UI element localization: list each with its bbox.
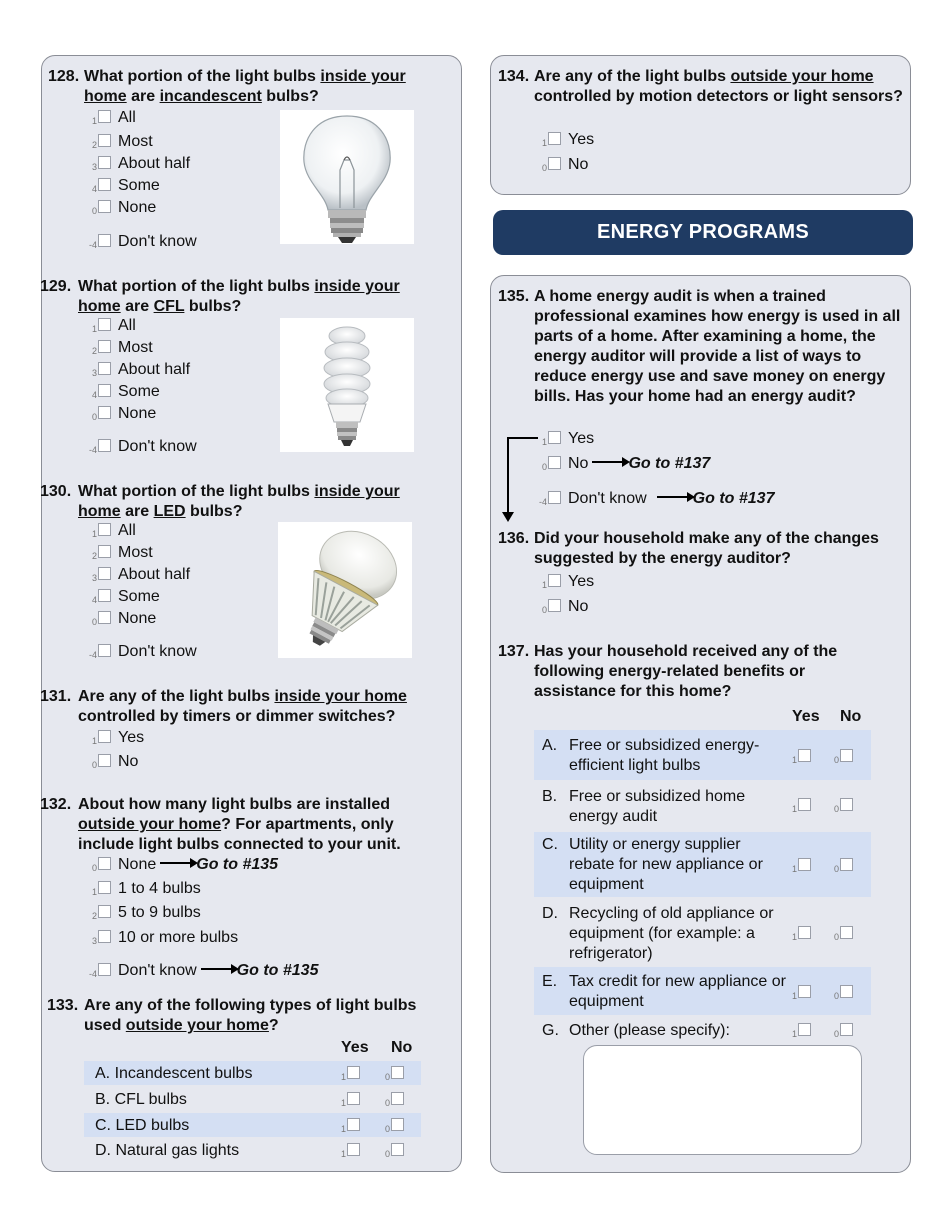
q137-d-no[interactable]: 0 [834,924,853,947]
q128-option-about-half[interactable]: 3 About half [91,155,191,172]
other-specify-textarea[interactable] [583,1045,862,1155]
question-number: 129. [40,278,72,295]
q137-d-yes[interactable]: 1 [792,924,811,947]
question-137 [498,642,878,702]
question-129 [40,277,440,317]
checkbox[interactable] [98,234,111,247]
incandescent-bulb-image [280,110,414,244]
q134-option-no[interactable]: 0 No [541,156,589,173]
q132-option-none[interactable]: 0 None Go to #135 [91,856,279,873]
checkbox[interactable] [840,798,853,811]
down-arrow-icon [502,512,514,522]
q133-row-d: D. Natural gas lights 1 0 [84,1138,421,1162]
question-128 [48,67,448,107]
q133-row-c: C. LED bulbs 1 0 [84,1113,421,1137]
checkbox[interactable] [98,905,111,918]
q130-option-most[interactable]: 2 Most [91,544,153,561]
question-text: What portion of the light bulbs inside your home are LED bulbs? [78,483,400,520]
checkbox[interactable] [548,132,561,145]
q137-row-g: G. Other (please specify): 1 0 [534,1019,871,1043]
skip-arrow-icon [201,968,233,970]
q133-yes-header: Yes [341,1039,369,1056]
q137-row-e: E. Tax credit for new appliance or equipment 1 0 [534,967,871,1015]
checkbox[interactable] [98,340,111,353]
q132-option-1-to-4[interactable]: 1 1 to 4 bulbs [91,880,201,897]
checkbox[interactable] [840,985,853,998]
q133-c-yes[interactable]: 1 [341,1116,360,1139]
question-number: 128. [48,68,80,85]
skip-arrow-icon [160,862,192,864]
q137-g-no[interactable]: 0 [834,1021,853,1044]
checkbox[interactable] [98,644,111,657]
question-130 [40,482,440,522]
question-132 [40,795,430,855]
q129-option-none[interactable]: 0 None [91,405,157,422]
q137-e-yes[interactable]: 1 [792,983,811,1006]
checkbox[interactable] [98,439,111,452]
q133-c-no[interactable]: 0 [385,1116,404,1139]
checkbox[interactable] [840,749,853,762]
checkbox[interactable] [98,200,111,213]
q137-row-c: C. Utility or energy supplier rebate for new appliance or equipment 1 0 [534,832,871,897]
checkbox[interactable] [98,156,111,169]
checkbox[interactable] [347,1118,360,1131]
checkbox[interactable] [548,431,561,444]
checkbox[interactable] [391,1092,404,1105]
q130-option-about-half[interactable]: 3 About half [91,566,191,583]
checkbox[interactable] [798,858,811,871]
q136-option-yes[interactable]: 1 Yes [541,573,595,590]
question-135 [498,287,906,407]
q133-d-no[interactable]: 0 [385,1141,404,1164]
checkbox[interactable] [840,926,853,939]
checkbox[interactable] [98,881,111,894]
q137-c-no[interactable]: 0 [834,856,853,879]
q137-b-no[interactable]: 0 [834,796,853,819]
question-number: 134. [498,68,530,85]
q132-option-10-or-more[interactable]: 3 10 or more bulbs [91,929,239,946]
checkbox[interactable] [98,110,111,123]
question-text: What portion of the light bulbs inside your home are incandescent bulbs? [84,68,406,105]
section-banner: ENERGY PROGRAMS [493,210,913,255]
q129-option-all[interactable]: 1 All [91,317,136,334]
question-text: Did your household make any of the changes suggested by the energy auditor? [534,530,879,567]
question-text: A home energy audit is when a trained professional examines how energy is used in all parts of a home. After examining a home, the energy auditor will provide a list of ways to reduce energy use and save money on energy bills. Has your home had an energy audit? [534,288,901,405]
q137-g-yes[interactable]: 1 [792,1021,811,1044]
question-text: What portion of the light bulbs inside your home are CFL bulbs? [78,278,400,315]
q132-option-5-to-9[interactable]: 2 5 to 9 bulbs [91,904,201,921]
checkbox[interactable] [548,157,561,170]
q133-no-header: No [391,1039,413,1056]
q129-option-dont-know[interactable]: -4 Don't know [88,438,197,455]
checkbox[interactable] [798,926,811,939]
q134-option-yes[interactable]: 1 Yes [541,131,595,148]
checkbox[interactable] [98,963,111,976]
q135-option-dont-know[interactable]: -4 Don't know Go to #137 [538,490,775,507]
checkbox[interactable] [548,456,561,469]
q132-option-dont-know[interactable]: -4 Don't know Go to #135 [88,962,319,979]
skip-arrow-icon [592,461,624,463]
q130-option-all[interactable]: 1 All [91,522,136,539]
q133-d-yes[interactable]: 1 [341,1141,360,1164]
checkbox[interactable] [98,930,111,943]
cfl-bulb-image [280,318,414,452]
q131-option-yes[interactable]: 1 Yes [91,729,145,746]
q128-option-some[interactable]: 4 Some [91,177,160,194]
led-bulb-image [278,522,412,658]
q137-a-yes[interactable]: 1 [792,747,811,770]
q133-a-no[interactable]: 0 [385,1064,404,1087]
question-136 [498,529,906,569]
q137-yes-header: Yes [792,708,820,725]
checkbox[interactable] [347,1066,360,1079]
checkbox[interactable] [548,491,561,504]
q129-option-some[interactable]: 4 Some [91,383,160,400]
checkbox[interactable] [98,318,111,331]
skip-instruction: Go to #137 [692,490,775,507]
skip-instruction: Go to #135 [196,856,279,873]
q133-row-b: B. CFL bulbs 1 0 [84,1087,421,1111]
checkbox[interactable] [98,178,111,191]
q137-no-header: No [840,708,862,725]
question-number: 137. [498,643,530,660]
q128-option-most[interactable]: 2 Most [91,133,153,150]
checkbox[interactable] [98,857,111,870]
question-131 [40,687,440,727]
q131-option-no[interactable]: 0 No [91,753,139,770]
checkbox[interactable] [98,567,111,580]
q137-a-no[interactable]: 0 [834,747,853,770]
checkbox[interactable] [98,754,111,767]
skip-connector-line [507,437,538,439]
q137-e-no[interactable]: 0 [834,983,853,1006]
skip-instruction: Go to #135 [236,962,319,979]
question-text: About how many light bulbs are installed outside your home? For apartments, only include light bulbs connected to your unit. [78,796,401,853]
checkbox[interactable] [98,589,111,602]
checkbox[interactable] [840,858,853,871]
q137-c-yes[interactable]: 1 [792,856,811,879]
question-number: 131. [40,688,72,705]
q137-row-d: D. Recycling of old appliance or equipment (for example: a refrigerator) 1 0 [534,901,871,963]
checkbox[interactable] [98,362,111,375]
q128-option-dont-know[interactable]: -4 Don't know [88,233,197,250]
q135-option-yes[interactable]: 1 Yes [541,430,595,447]
checkbox[interactable] [798,985,811,998]
checkbox[interactable] [98,730,111,743]
checkbox[interactable] [391,1118,404,1131]
checkbox[interactable] [98,134,111,147]
checkbox[interactable] [391,1066,404,1079]
checkbox[interactable] [798,798,811,811]
question-text: Are any of the light bulbs inside your home controlled by timers or dimmer switches? [78,688,407,725]
q129-option-about-half[interactable]: 3 About half [91,361,191,378]
q135-option-no[interactable]: 0 No Go to #137 [541,455,711,472]
q128-option-none[interactable]: 0 None [91,199,157,216]
q133-b-yes[interactable]: 1 [341,1090,360,1113]
checkbox[interactable] [798,1023,811,1036]
q130-option-some[interactable]: 4 Some [91,588,160,605]
question-text: Has your household received any of the following energy-related benefits or assistance for this home? [534,643,838,700]
question-number: 130. [40,483,72,500]
q133-row-a: A. Incandescent bulbs 1 0 [84,1061,421,1085]
checkbox[interactable] [798,749,811,762]
skip-connector-line [507,437,509,513]
q129-option-most[interactable]: 2 Most [91,339,153,356]
checkbox[interactable] [391,1143,404,1156]
q130-option-dont-know[interactable]: -4 Don't know [88,643,197,660]
checkbox[interactable] [98,611,111,624]
q133-b-no[interactable]: 0 [385,1090,404,1113]
checkbox[interactable] [98,384,111,397]
question-text: Are any of the following types of light bulbs used outside your home? [84,997,417,1034]
skip-instruction: Go to #137 [628,455,711,472]
checkbox[interactable] [98,523,111,536]
question-number: 132. [40,796,72,813]
question-text: Are any of the light bulbs outside your home controlled by motion detectors or light sensors? [534,68,903,105]
checkbox[interactable] [548,599,561,612]
checkbox[interactable] [98,406,111,419]
checkbox[interactable] [347,1092,360,1105]
q137-b-yes[interactable]: 1 [792,796,811,819]
skip-arrow-icon [657,496,689,498]
question-number: 135. [498,288,530,305]
checkbox[interactable] [347,1143,360,1156]
q136-option-no[interactable]: 0 No [541,598,589,615]
question-number: 133. [47,997,79,1014]
question-134 [498,67,903,107]
q137-row-b: B. Free or subsidized home energy audit 1 0 [534,782,871,832]
q130-option-none[interactable]: 0 None [91,610,157,627]
question-133 [47,996,447,1036]
q128-option-all[interactable]: 1 All [91,109,136,126]
q137-row-a: A. Free or subsidized energy-efficient light bulbs 1 0 [534,730,871,780]
checkbox[interactable] [840,1023,853,1036]
checkbox[interactable] [98,545,111,558]
q133-a-yes[interactable]: 1 [341,1064,360,1087]
question-number: 136. [498,530,530,547]
checkbox[interactable] [548,574,561,587]
